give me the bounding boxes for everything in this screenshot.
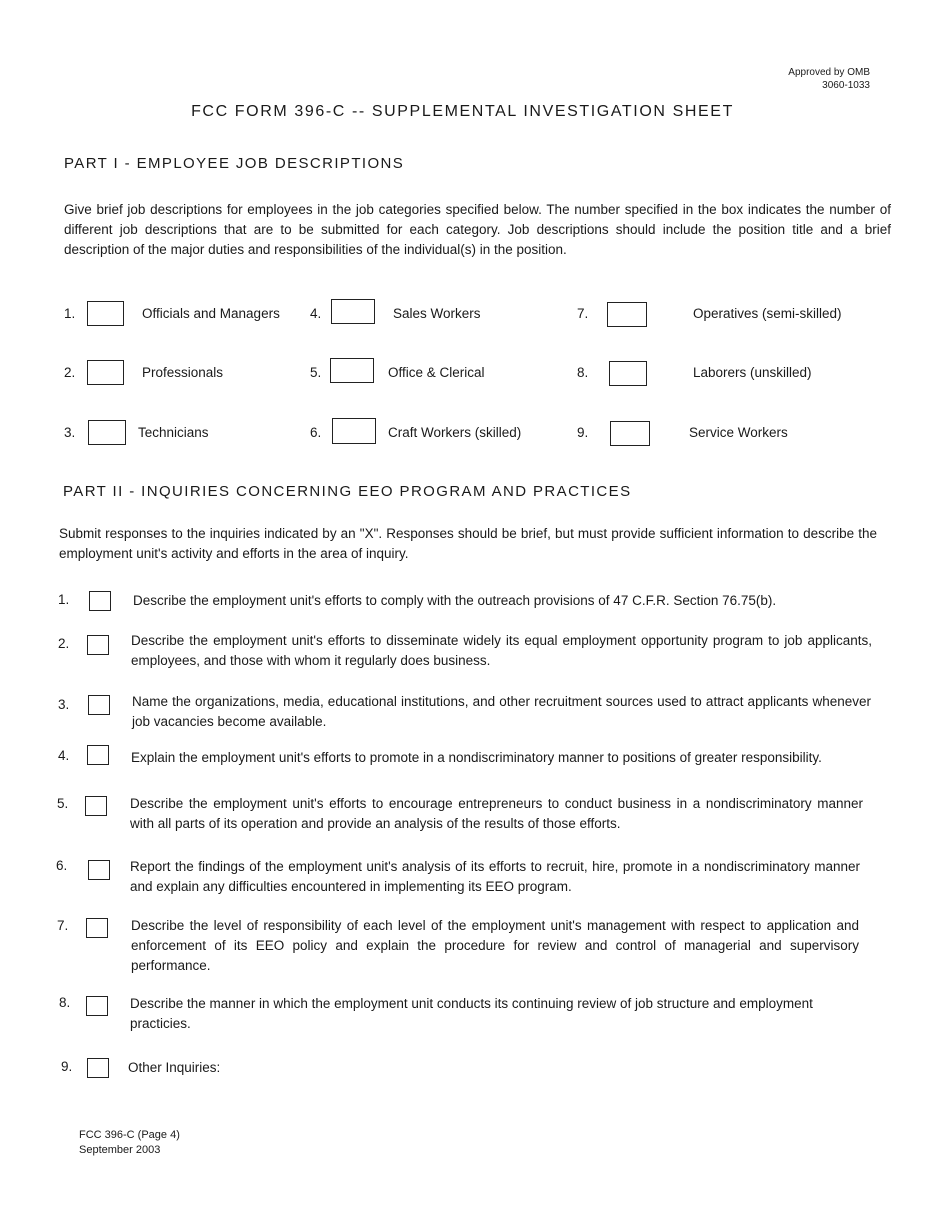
inquiry-text: Explain the employment unit's efforts to promote in a nondiscriminatory manner to positions of greater responsibility. <box>131 750 822 765</box>
inquiry-number: 9. <box>61 1059 73 1074</box>
part1-instructions: Give brief job descriptions for employees in the job categories specified below. The number specified in the box indicates the number of different job descriptions that are to be submitted for each category. Job descriptions should include the position title and a brief description of the major duties and responsibilities of the individual(s) in the position. <box>64 202 891 257</box>
category-number: 5. <box>310 365 322 380</box>
inquiry-number: 8. <box>59 995 71 1010</box>
inquiry-checkbox-1[interactable] <box>89 591 111 611</box>
inquiry-text: Report the findings of the employment unit's analysis of its efforts to recruit, hire, promote in a nondiscriminatory manner and explain any difficulties encountered in implementing its EEO program. <box>130 859 860 894</box>
inquiry-number: 2. <box>58 636 70 651</box>
inquiry-number: 5. <box>57 796 69 811</box>
inquiry-text: Describe the manner in which the employment unit conducts its continuing review of job structure and employment practicies. <box>130 996 813 1031</box>
form-page-id: FCC 396-C (Page 4) <box>79 1129 180 1141</box>
category-number: 6. <box>310 425 322 440</box>
category-count-service-workers[interactable] <box>610 421 650 446</box>
category-number: 7. <box>577 306 589 321</box>
inquiry-checkbox-8[interactable] <box>86 996 108 1016</box>
inquiry-checkbox-9[interactable] <box>87 1058 109 1078</box>
category-number: 8. <box>577 365 589 380</box>
form-title: FCC FORM 396-C -- SUPPLEMENTAL INVESTIGATION SHEET <box>191 103 734 120</box>
inquiry-text: Name the organizations, media, educational institutions, and other recruitment sources used to attract applicants whenever job vacancies become available. <box>132 694 871 729</box>
inquiry-checkbox-6[interactable] <box>88 860 110 880</box>
inquiry-text: Describe the employment unit's efforts to disseminate widely its equal employment opportunity program to job applicants, employees, and those with whom it regularly does business. <box>131 633 872 668</box>
part1-heading: PART I - EMPLOYEE JOB DESCRIPTIONS <box>64 155 405 172</box>
part2-heading: PART II - INQUIRIES CONCERNING EEO PROGRAM AND PRACTICES <box>63 483 632 500</box>
omb-approval-label: Approved by OMB <box>788 67 870 78</box>
category-number: 3. <box>64 425 76 440</box>
category-label: Operatives (semi-skilled) <box>693 306 842 321</box>
inquiry-checkbox-7[interactable] <box>86 918 108 938</box>
inquiry-checkbox-3[interactable] <box>88 695 110 715</box>
category-number: 9. <box>577 425 589 440</box>
inquiry-checkbox-4[interactable] <box>87 745 109 765</box>
inquiry-text: Describe the employment unit's efforts to comply with the outreach provisions of 47 C.F.R. Section 76.75(b). <box>133 593 777 608</box>
category-label: Technicians <box>138 425 209 440</box>
inquiry-text: Describe the level of responsibility of each level of the employment unit's management with respect to application and enforcement of its EEO policy and explain the procedure for review and control of managerial and supervisory performance. <box>131 918 859 973</box>
category-count-sales-workers[interactable] <box>331 299 375 324</box>
category-label: Officials and Managers <box>142 306 280 321</box>
omb-approval <box>788 66 870 92</box>
category-count-officials-managers[interactable] <box>87 301 124 326</box>
inquiry-number: 7. <box>57 918 69 933</box>
inquiry-text: Other Inquiries: <box>128 1060 221 1075</box>
inquiry-number: 3. <box>58 697 70 712</box>
category-count-operatives[interactable] <box>607 302 647 327</box>
inquiry-text: Describe the employment unit's efforts to encourage entrepreneurs to conduct business in a nondiscriminatory manner with all parts of its operation and provide an analysis of the results of those efforts. <box>130 796 863 831</box>
category-label: Sales Workers <box>393 306 481 321</box>
category-count-laborers[interactable] <box>609 361 647 386</box>
page-footer <box>79 1128 180 1158</box>
omb-control-number: 3060-1033 <box>822 80 870 91</box>
category-label: Service Workers <box>689 425 788 440</box>
inquiry-number: 4. <box>58 748 70 763</box>
category-number: 4. <box>310 306 322 321</box>
category-label: Office & Clerical <box>388 365 485 380</box>
inquiry-checkbox-2[interactable] <box>87 635 109 655</box>
category-number: 1. <box>64 306 76 321</box>
category-label: Professionals <box>142 365 224 380</box>
category-label: Laborers (unskilled) <box>693 365 812 380</box>
category-count-professionals[interactable] <box>87 360 124 385</box>
category-label: Craft Workers (skilled) <box>388 425 522 440</box>
inquiry-number: 1. <box>58 592 70 607</box>
part2-instructions: Submit responses to the inquiries indicated by an "X". Responses should be brief, but must provide sufficient information to describe the employment unit's activity and efforts in the area of inquiry. <box>59 526 877 561</box>
category-count-technicians[interactable] <box>88 420 126 445</box>
form-date: September 2003 <box>79 1144 161 1156</box>
inquiry-number: 6. <box>56 858 68 873</box>
category-number: 2. <box>64 365 76 380</box>
category-count-office-clerical[interactable] <box>330 358 374 383</box>
category-count-craft-workers[interactable] <box>332 418 376 444</box>
inquiry-checkbox-5[interactable] <box>85 796 107 816</box>
